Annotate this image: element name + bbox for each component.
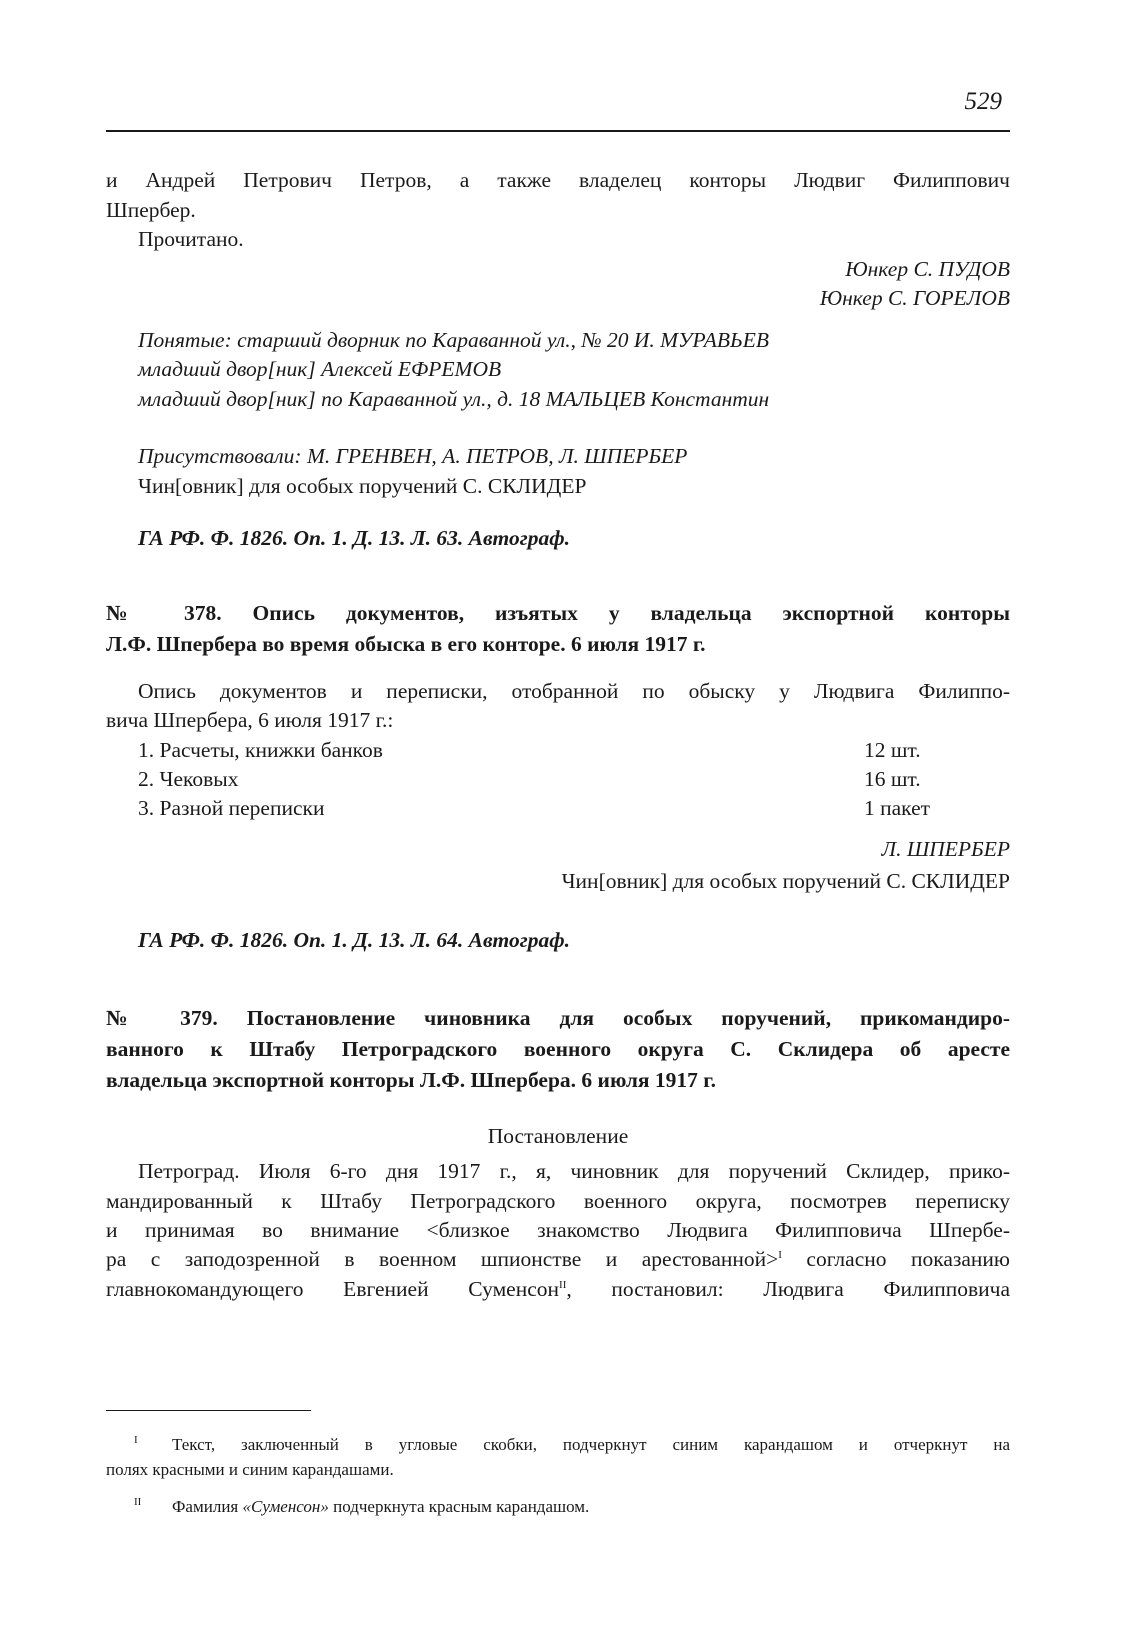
footnote-fragment: Фамилия — [172, 1497, 243, 1516]
document-title: ванного к Штабу Петроградского военного округа С. Склидера об аресте — [106, 1037, 1010, 1061]
footnote-reference: II — [559, 1278, 567, 1291]
footnote — [106, 1494, 1010, 1519]
footnote-rule — [106, 1410, 311, 1411]
footnote-text — [106, 1494, 1010, 1519]
official-line: Чин[овник] для особых поручений С. СКЛИДЕР — [138, 474, 587, 498]
header-rule — [106, 130, 1010, 132]
footnote-text: Текст, заключенный в угловые скобки, подчеркнут синим карандашом и отчеркнут на — [172, 1435, 1010, 1454]
body-text-line: и Андрей Петрович Петров, а также владелец конторы Людвиг Филиппович — [106, 168, 1010, 192]
footnote-mark: I — [134, 1434, 138, 1446]
body-text-fragment: главнокомандующего Евгенией Суменсон — [106, 1277, 560, 1301]
footnote-fragment: подчеркнута красным карандашом. — [328, 1497, 590, 1516]
page-number: 529 — [964, 88, 1002, 115]
document-title: № 378. Опись документов, изъятых у владельца экспортной конторы — [106, 601, 1010, 625]
inventory-item-label: 1. Расчеты, книжки банков — [138, 738, 383, 762]
inventory-item-qty: 12 шт. — [864, 738, 921, 762]
footnote-mark: II — [134, 1496, 142, 1508]
inventory-item-qty: 16 шт. — [864, 767, 921, 791]
witness-line: младший двор[ник] по Караванной ул., д. 18 МАЛЬЦЕВ Константин — [138, 387, 770, 411]
inventory-item-label: 3. Разной переписки — [138, 796, 325, 820]
body-text-fragment: , постановил: Людвига Филипповича — [566, 1277, 1010, 1301]
body-text-fragment: ра с заподозренной в военном шпионстве и арестованной> — [106, 1247, 779, 1271]
witness-line: младший двор[ник] Алексей ЕФРЕМОВ — [138, 357, 502, 381]
archive-source: ГА РФ. Ф. 1826. Оп. 1. Д. 13. Л. 63. Автограф. — [138, 526, 570, 550]
signature: Юнкер С. ПУДОВ — [845, 257, 1010, 281]
body-text-line — [106, 1274, 1010, 1304]
section-heading: Постановление — [487, 1124, 629, 1148]
body-text-line: Шпербер. — [106, 198, 196, 222]
official-line: Чин[овник] для особых поручений С. СКЛИДЕР — [561, 869, 1010, 893]
footnote-fragment-italic: «Суменсон» — [242, 1497, 329, 1516]
body-text-fragment: согласно показанию — [781, 1247, 1010, 1271]
body-text-line: вича Шпербера, 6 июля 1917 г.: — [106, 708, 394, 732]
body-text-line: и принимая во внимание <близкое знакомство Людвига Филипповича Шпербе- — [106, 1218, 1010, 1242]
document-title: владельца экспортной конторы Л.Ф. Шпербера. 6 июля 1917 г. — [106, 1068, 716, 1092]
witness-line: Понятые: старший дворник по Караванной ул., № 20 И. МУРАВЬЕВ — [138, 328, 769, 352]
read-note: Прочитано. — [138, 227, 244, 251]
body-text-line: мандированный к Штабу Петроградского военного округа, посмотрев переписку — [106, 1189, 1010, 1213]
document-title: № 379. Постановление чиновника для особых поручений, прикомандиро- — [106, 1006, 1010, 1030]
present-line: Присутствовали: М. ГРЕНВЕН, А. ПЕТРОВ, Л. ШПЕРБЕР — [138, 444, 688, 468]
signature: Л. ШПЕРБЕР — [881, 837, 1010, 861]
signature: Юнкер С. ГОРЕЛОВ — [819, 286, 1010, 310]
document-title: Л.Ф. Шпербера во время обыска в его конторе. 6 июля 1917 г. — [106, 632, 706, 656]
body-text-line: Петроград. Июля 6-го дня 1917 г., я, чиновник для поручений Склидер, прико- — [138, 1159, 1010, 1183]
archive-source: ГА РФ. Ф. 1826. Оп. 1. Д. 13. Л. 64. Автограф. — [138, 928, 570, 952]
body-text-line: Опись документов и переписки, отобранной по обыску у Людвига Филиппо- — [138, 679, 1010, 703]
footnote-reference: I — [778, 1248, 782, 1261]
footnote — [106, 1432, 1010, 1457]
inventory-item-qty: 1 пакет — [864, 796, 931, 820]
body-text-line — [106, 1244, 1010, 1274]
footnote-continuation: полях красными и синим карандашами. — [106, 1460, 394, 1479]
inventory-item-label: 2. Чековых — [138, 767, 239, 791]
